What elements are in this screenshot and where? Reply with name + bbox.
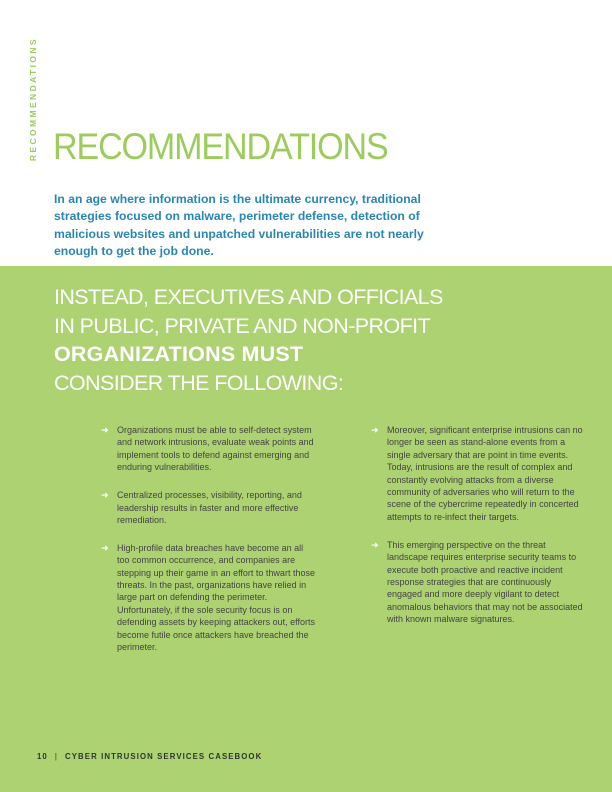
list-item xyxy=(101,489,316,526)
list-item xyxy=(371,424,588,523)
bullet-text: High-profile data breaches have become an all too common occurrence, and companies are stepping up their game in an effort to thwart those threats. In the past, organizations have relied in large part on defending the perimeter. Unfortunately, if the sole security focus is on defending assets by keeping attackers out, efforts become futile once attackers have breached the perimeter. xyxy=(117,542,315,653)
list-item xyxy=(371,539,588,626)
headline-line-1: INSTEAD, EXECUTIVES AND OFFICIALS xyxy=(54,285,443,309)
right-arrow-icon: ➜ xyxy=(371,425,379,435)
right-arrow-icon: ➜ xyxy=(371,539,379,550)
page-footer xyxy=(37,752,262,761)
page-title: RECOMMENDATIONS xyxy=(53,126,388,167)
right-arrow-icon: ➜ xyxy=(101,490,109,501)
right-arrow-icon: ➜ xyxy=(101,425,109,435)
right-arrow-icon: ➜ xyxy=(101,542,109,553)
bullet-text: Moreover, significant enterprise intrusions can no longer be seen as stand-alone events from a single adversary that are point in time events. Today, intrusions are the result of complex and constantly evolving attacks from a diverse community of adversaries who will return to the scene of the cybercrime repeatedly in concerted attempts to re-infect their targets. xyxy=(387,425,583,522)
publication-title: CYBER INTRUSION SERVICES CASEBOOK xyxy=(65,752,263,761)
right-bullet-column xyxy=(371,424,588,641)
list-item xyxy=(101,542,316,654)
bullet-text: Organizations must be able to self-detect system and network intrusions, evaluate weak points and implement tools to defend against emerging and enduring vulnerabilities. xyxy=(117,425,314,473)
bullet-text: Centralized processes, visibility, reporting, and leadership results in faster and more effective remediation. xyxy=(117,490,302,525)
headline-line-3-emphasis: ORGANIZATIONS MUST xyxy=(54,342,304,366)
headline-line-4: CONSIDER THE FOLLOWING: xyxy=(54,370,344,395)
footer-separator: | xyxy=(54,752,59,761)
list-item xyxy=(101,424,316,474)
intro-paragraph: In an age where information is the ultimate currency, traditional strategies focused on malware, perimeter defense, detection of malicious websites and unpatched vulnerabilities are not nearly enough to get the job done. xyxy=(54,192,424,259)
headline-line-2: IN PUBLIC, PRIVATE AND NON-PROFIT xyxy=(54,313,431,338)
headline xyxy=(54,283,524,397)
page-number: 10 xyxy=(37,752,48,761)
section-side-label: RECOMMENDATIONS xyxy=(28,37,38,162)
bullet-text: This emerging perspective on the threat landscape requires enterprise security teams to execute both proactive and reactive incident response strategies that are continuously engaged and more deeply vigilant to detect anomalous behaviors that may not be associated with known malware signatures. xyxy=(387,539,583,625)
left-bullet-column xyxy=(101,424,316,669)
